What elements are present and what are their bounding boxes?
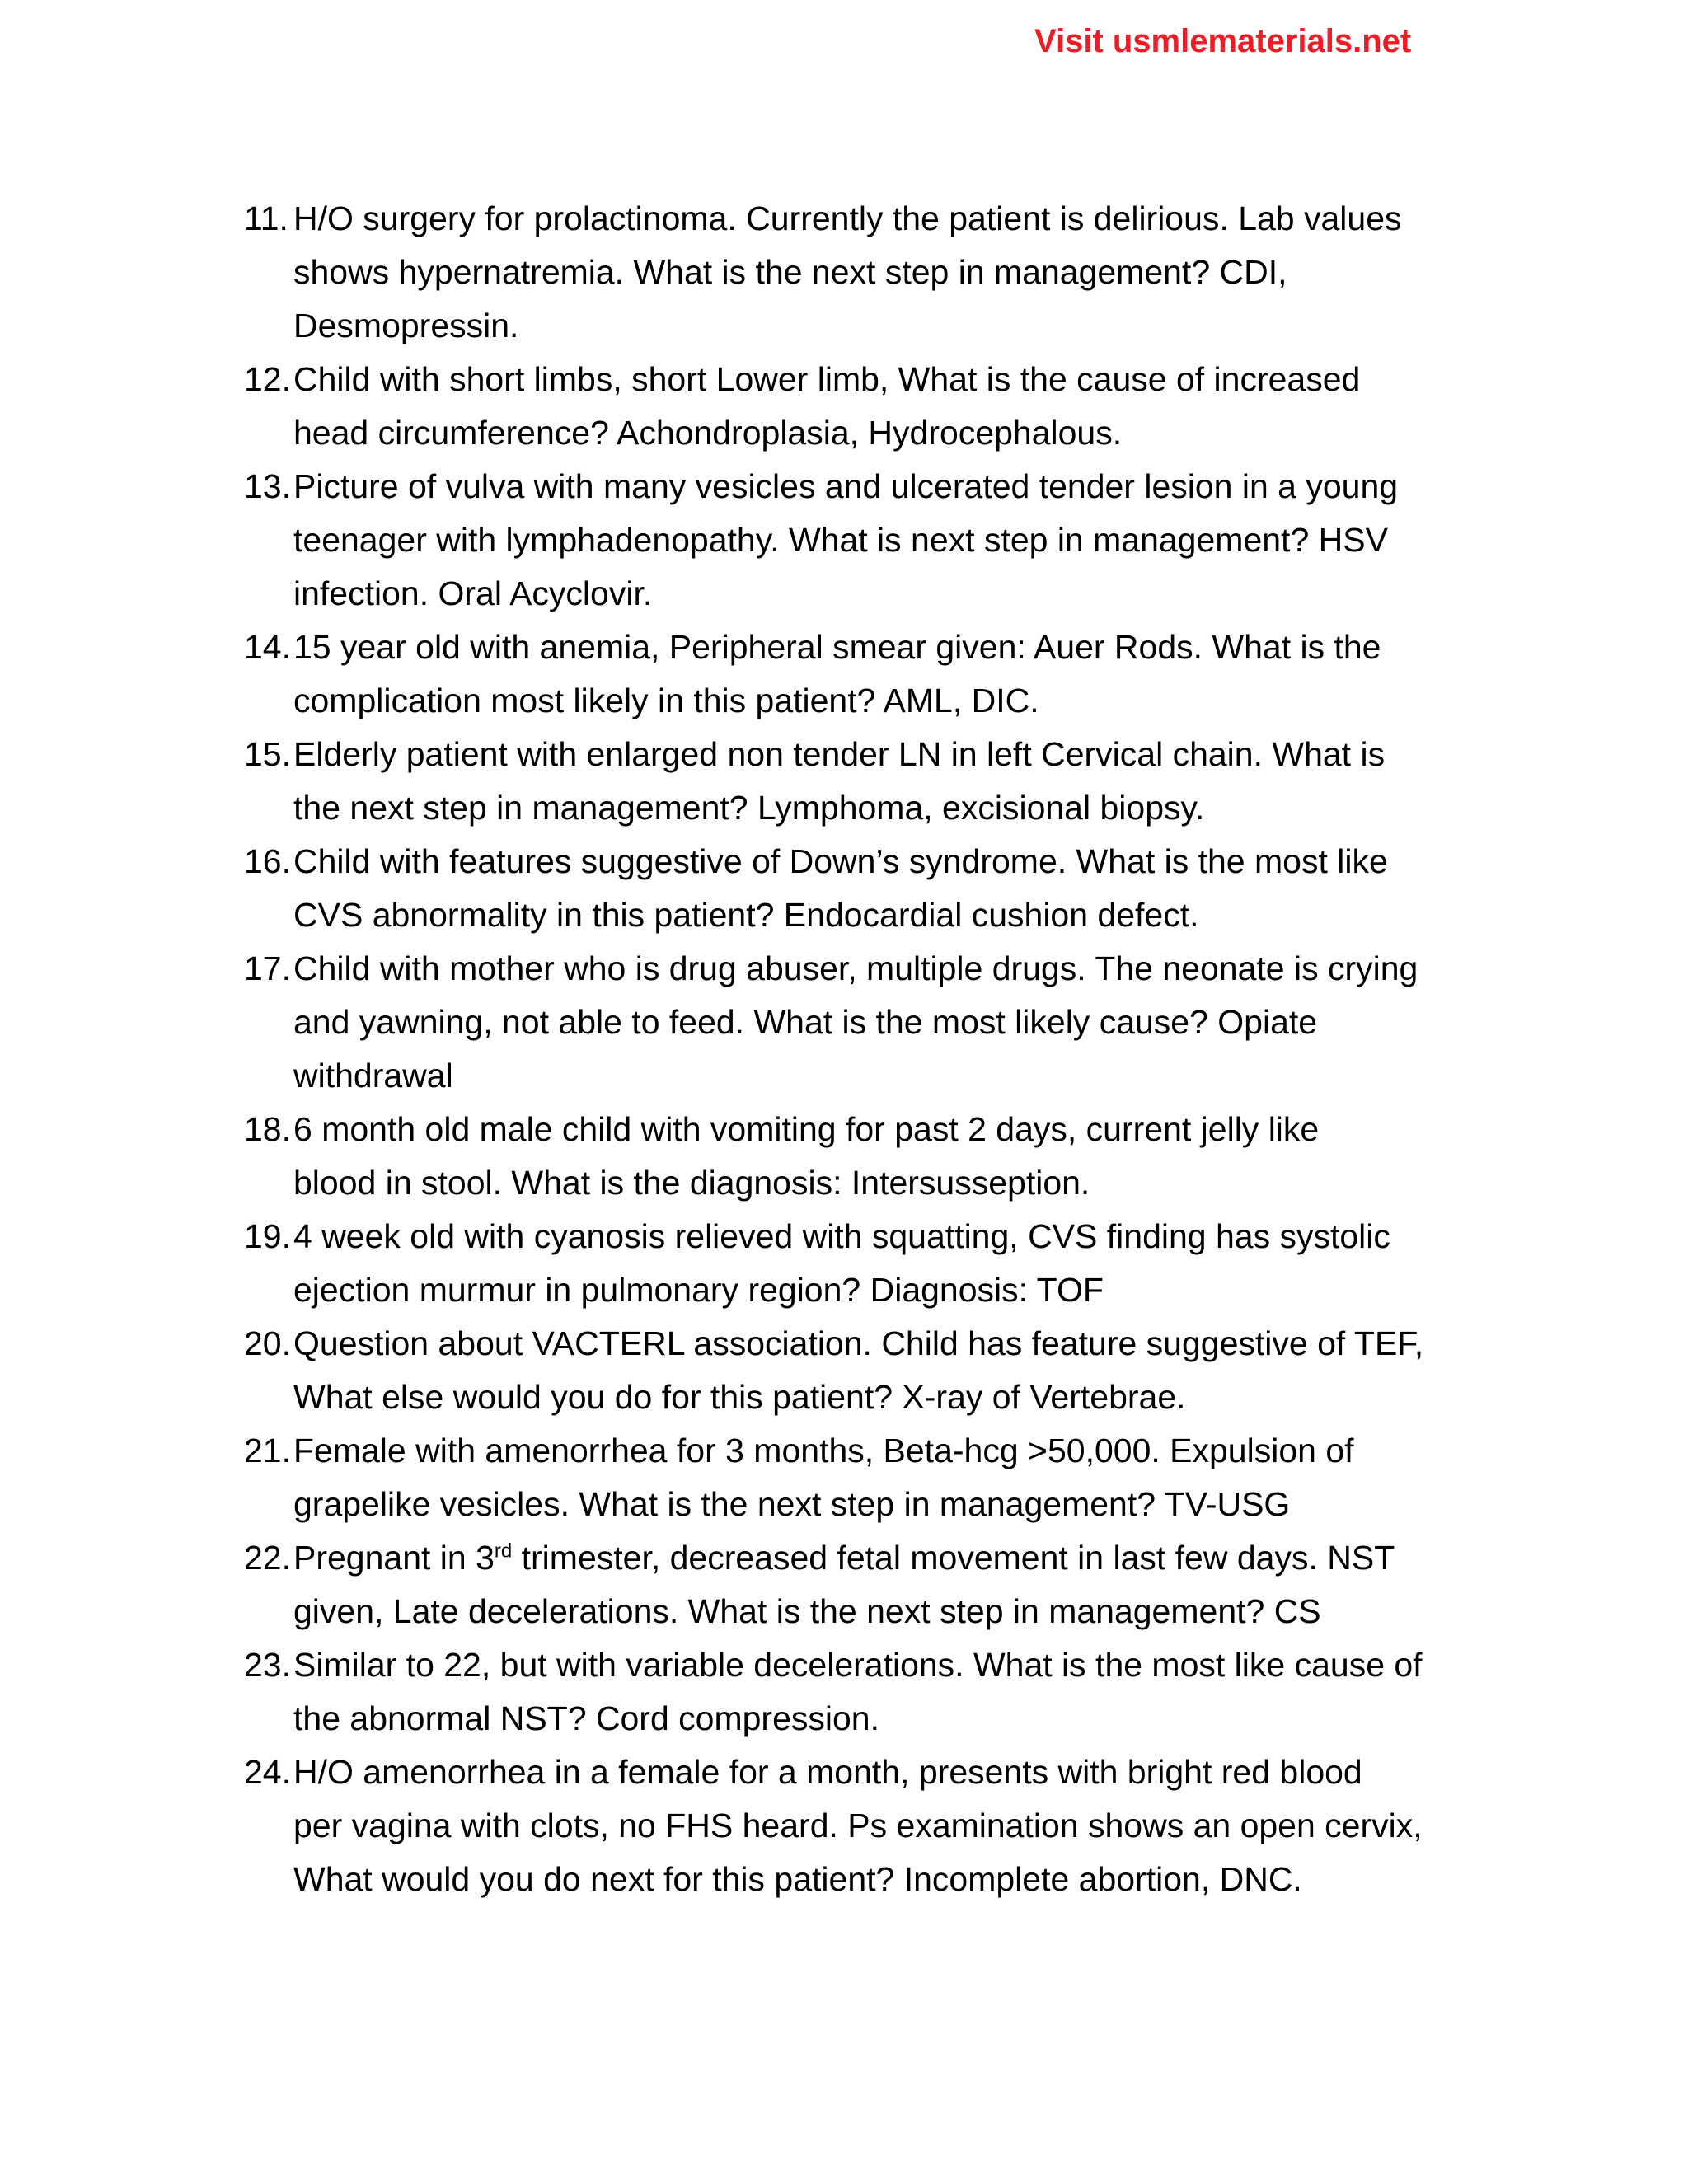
item-number: 11. [244,199,288,237]
list-item [244,942,1497,1103]
website-link[interactable]: Visit usmlematerials.net [1034,23,1412,59]
list-item [244,192,1497,353]
list-item [244,460,1497,621]
item-text: Child with short limbs, short Lower limb, What is the cause of increased head circumference? Achondroplasia, Hydrocephalous. [293,360,1361,452]
question-list [244,192,1497,1906]
item-number: 18. [244,1110,291,1148]
item-text [293,1531,1497,1638]
list-item [244,1424,1497,1531]
item-number: 13. [244,467,291,505]
list-item [244,1317,1497,1424]
list-item [244,1531,1497,1638]
item-number: 19. [244,1217,291,1255]
list-item [244,353,1497,460]
item-text-before: Pregnant in 3 [293,1539,495,1577]
item-text: 4 week old with cyanosis relieved with squatting, CVS finding has systolic ejection murmur in pulmonary region? Diagnosis: TOF [293,1217,1390,1309]
item-number: 17. [244,949,291,987]
item-text: Child with features suggestive of Down’s syndrome. What is the most like CVS abnormality in this patient? Endocardial cushion defect. [293,842,1388,934]
item-number: 24. [244,1753,291,1791]
item-text: Similar to 22, but with variable decelerations. What is the most like cause of the abnormal NST? Cord compression. [293,1646,1423,1737]
list-item [244,1103,1497,1210]
item-number: 23. [244,1646,291,1684]
item-text: Question about VACTERL association. Child has feature suggestive of TEF, What else would you do for this patient? X-ray of Vertebrae. [293,1324,1424,1416]
list-item [244,1746,1497,1906]
item-text: Female with amenorrhea for 3 months, Beta-hcg >50,000. Expulsion of grapelike vesicles. What is the next step in management? TV-USG [293,1432,1354,1523]
list-item [244,1210,1497,1317]
item-text: 15 year old with anemia, Peripheral smear given: Auer Rods. What is the complication most likely in this patient? AML, DIC. [293,628,1381,719]
item-number: 16. [244,842,291,880]
list-item [244,621,1497,728]
item-text: Picture of vulva with many vesicles and ulcerated tender lesion in a young teenager with lymphadenopathy. What is next step in management? HSV infection. Oral Acyclovir. [293,467,1399,612]
item-number: 21. [244,1432,291,1469]
item-text: H/O amenorrhea in a female for a month, presents with bright red blood per vagina with clots, no FHS heard. Ps examination shows an open cervix, What would you do next for this patient? Incomplete abortion, DNC. [293,1753,1423,1898]
item-number: 12. [244,360,291,398]
list-item [244,728,1497,835]
item-text: Child with mother who is drug abuser, multiple drugs. The neonate is crying and yawning, not able to feed. What is the most likely cause? Opiate withdrawal [293,949,1418,1094]
item-text: Elderly patient with enlarged non tender LN in left Cervical chain. What is the next step in management? Lymphoma, excisional biopsy. [293,735,1386,827]
item-text: H/O surgery for prolactinoma. Currently the patient is delirious. Lab values shows hypernatremia. What is the next step in management? CDI, Desmopressin. [293,199,1402,344]
item-text: 6 month old male child with vomiting for past 2 days, current jelly like blood in stool. What is the diagnosis: Intersusseption. [293,1110,1320,1202]
item-number: 14. [244,628,291,666]
item-number: 15. [244,735,291,773]
list-item [244,1638,1497,1746]
list-item [244,835,1497,942]
item-number: 20. [244,1324,291,1362]
ordinal-superscript: rd [494,1540,513,1563]
item-text-after: trimester, decreased fetal movement in last few days. NST given, Late decelerations. What is the next step in management? CS [293,1539,1395,1630]
item-number: 22. [244,1539,291,1577]
